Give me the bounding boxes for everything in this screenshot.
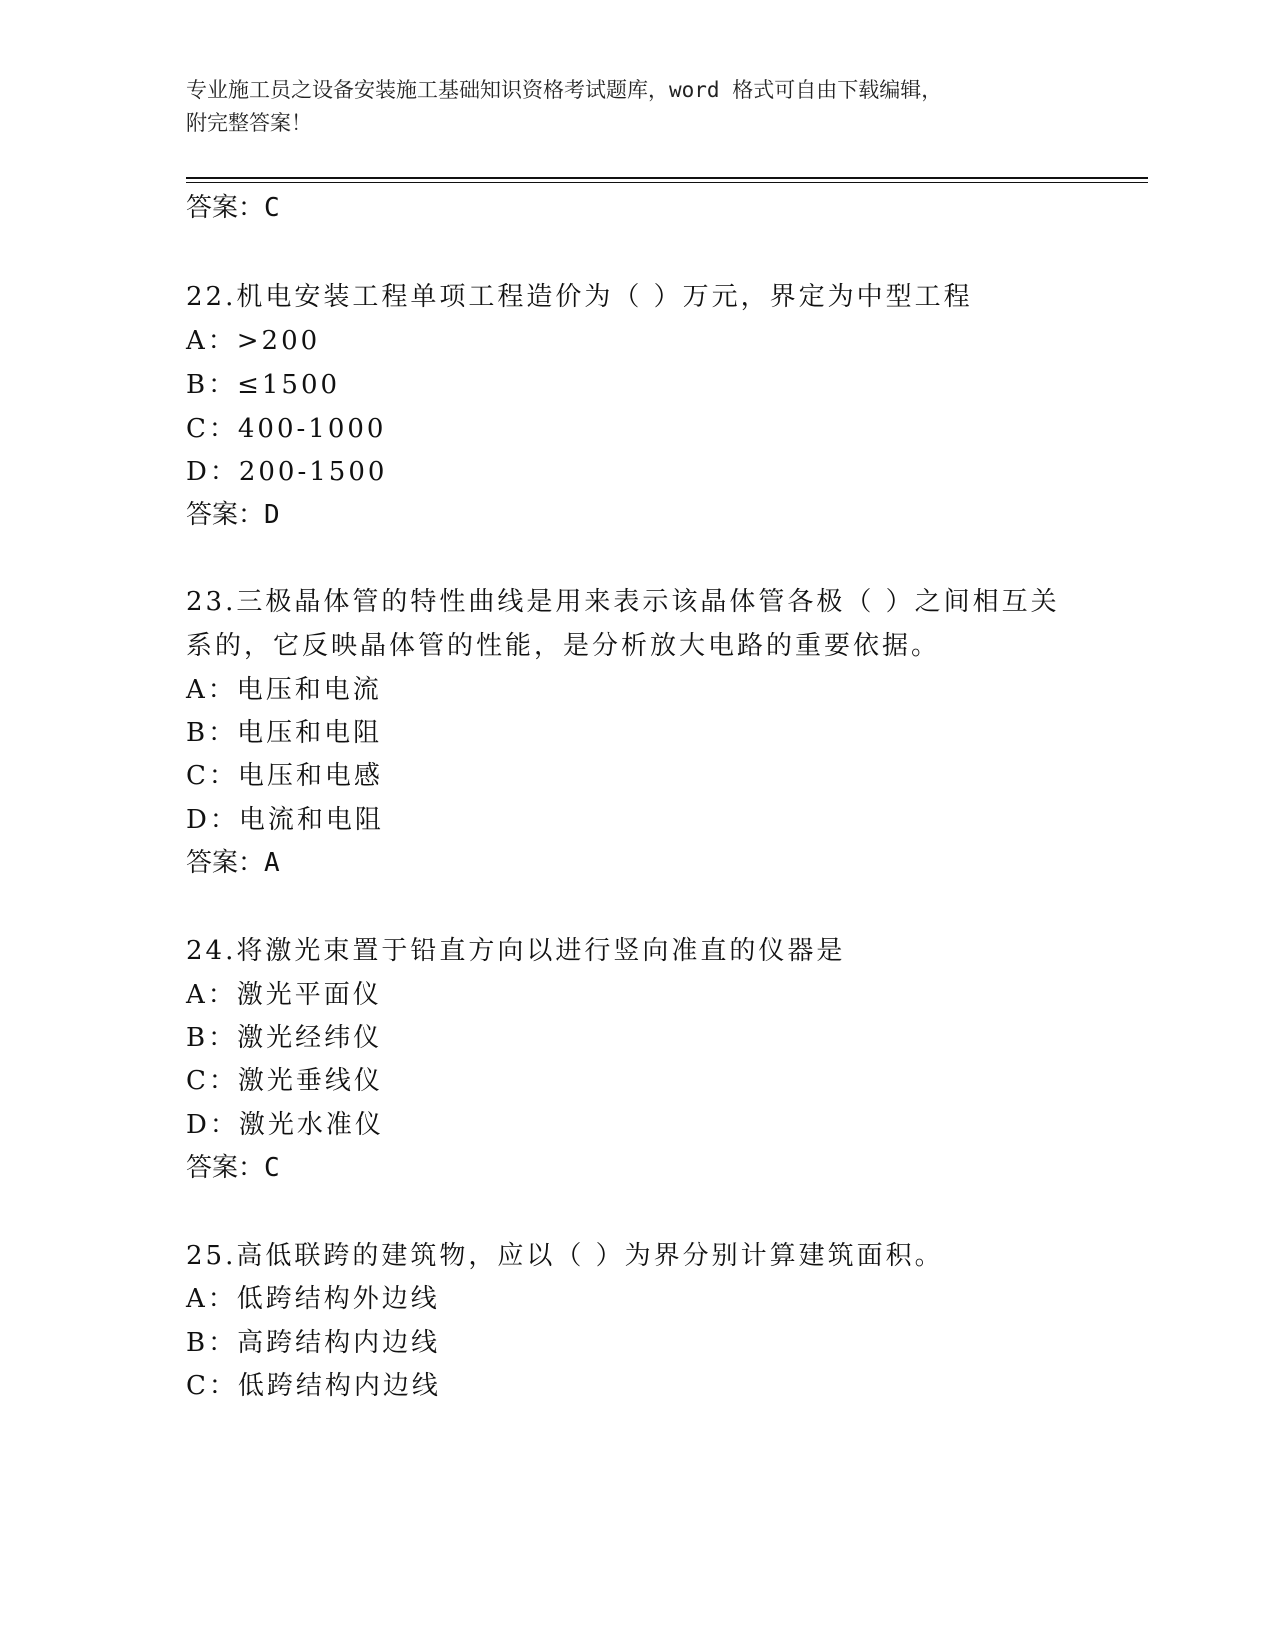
question-25-option-c: C：低跨结构内边线	[186, 1371, 441, 1401]
header-rule-thick	[186, 177, 1148, 179]
question-25-option-b: B：高跨结构内边线	[186, 1328, 441, 1358]
question-24-text: 24.将激光束置于铅直方向以进行竖向准直的仪器是	[186, 936, 846, 966]
question-23-text-line-1: 23.三极晶体管的特性曲线是用来表示该晶体管各极（ ）之间相互关	[186, 587, 1060, 617]
question-23-answer: 答案：A	[186, 848, 280, 878]
question-25-text: 25.高低联跨的建筑物，应以（ ）为界分别计算建筑面积。	[186, 1241, 944, 1271]
question-22-option-c: C：400-1000	[186, 414, 387, 444]
question-24-option-a: A：激光平面仪	[186, 980, 382, 1010]
question-22-option-a: A：>200	[186, 326, 321, 356]
question-24-option-d: D：激光水准仪	[186, 1110, 384, 1140]
question-25-option-a: A：低跨结构外边线	[186, 1284, 440, 1314]
question-22-option-d: D：200-1500	[186, 457, 388, 487]
question-22-text: 22.机电安装工程单项工程造价为（ ）万元，界定为中型工程	[186, 282, 973, 312]
question-23-option-b: B：电压和电阻	[186, 718, 383, 748]
question-24-answer: 答案：C	[186, 1153, 280, 1183]
header-rule-thin	[186, 182, 1148, 183]
question-23-option-c: C：电压和电感	[186, 761, 383, 791]
document-header	[186, 74, 1066, 140]
question-24-option-b: B：激光经纬仪	[186, 1023, 383, 1053]
question-23-option-d: D：电流和电阻	[186, 805, 384, 835]
question-23-option-a: A：电压和电流	[186, 675, 382, 705]
question-23-text-line-2: 系的，它反映晶体管的性能，是分析放大电路的重要依据。	[186, 631, 941, 661]
question-24-option-c: C：激光垂线仪	[186, 1066, 383, 1096]
question-22-option-b: B：≤1500	[186, 370, 341, 400]
header-line-1: 专业施工员之设备安装施工基础知识资格考试题库，word 格式可自由下载编辑，	[186, 78, 943, 102]
previous-answer: 答案：C	[186, 193, 280, 223]
question-22-answer: 答案：D	[186, 500, 280, 530]
header-line-2: 附完整答案！	[186, 111, 312, 135]
